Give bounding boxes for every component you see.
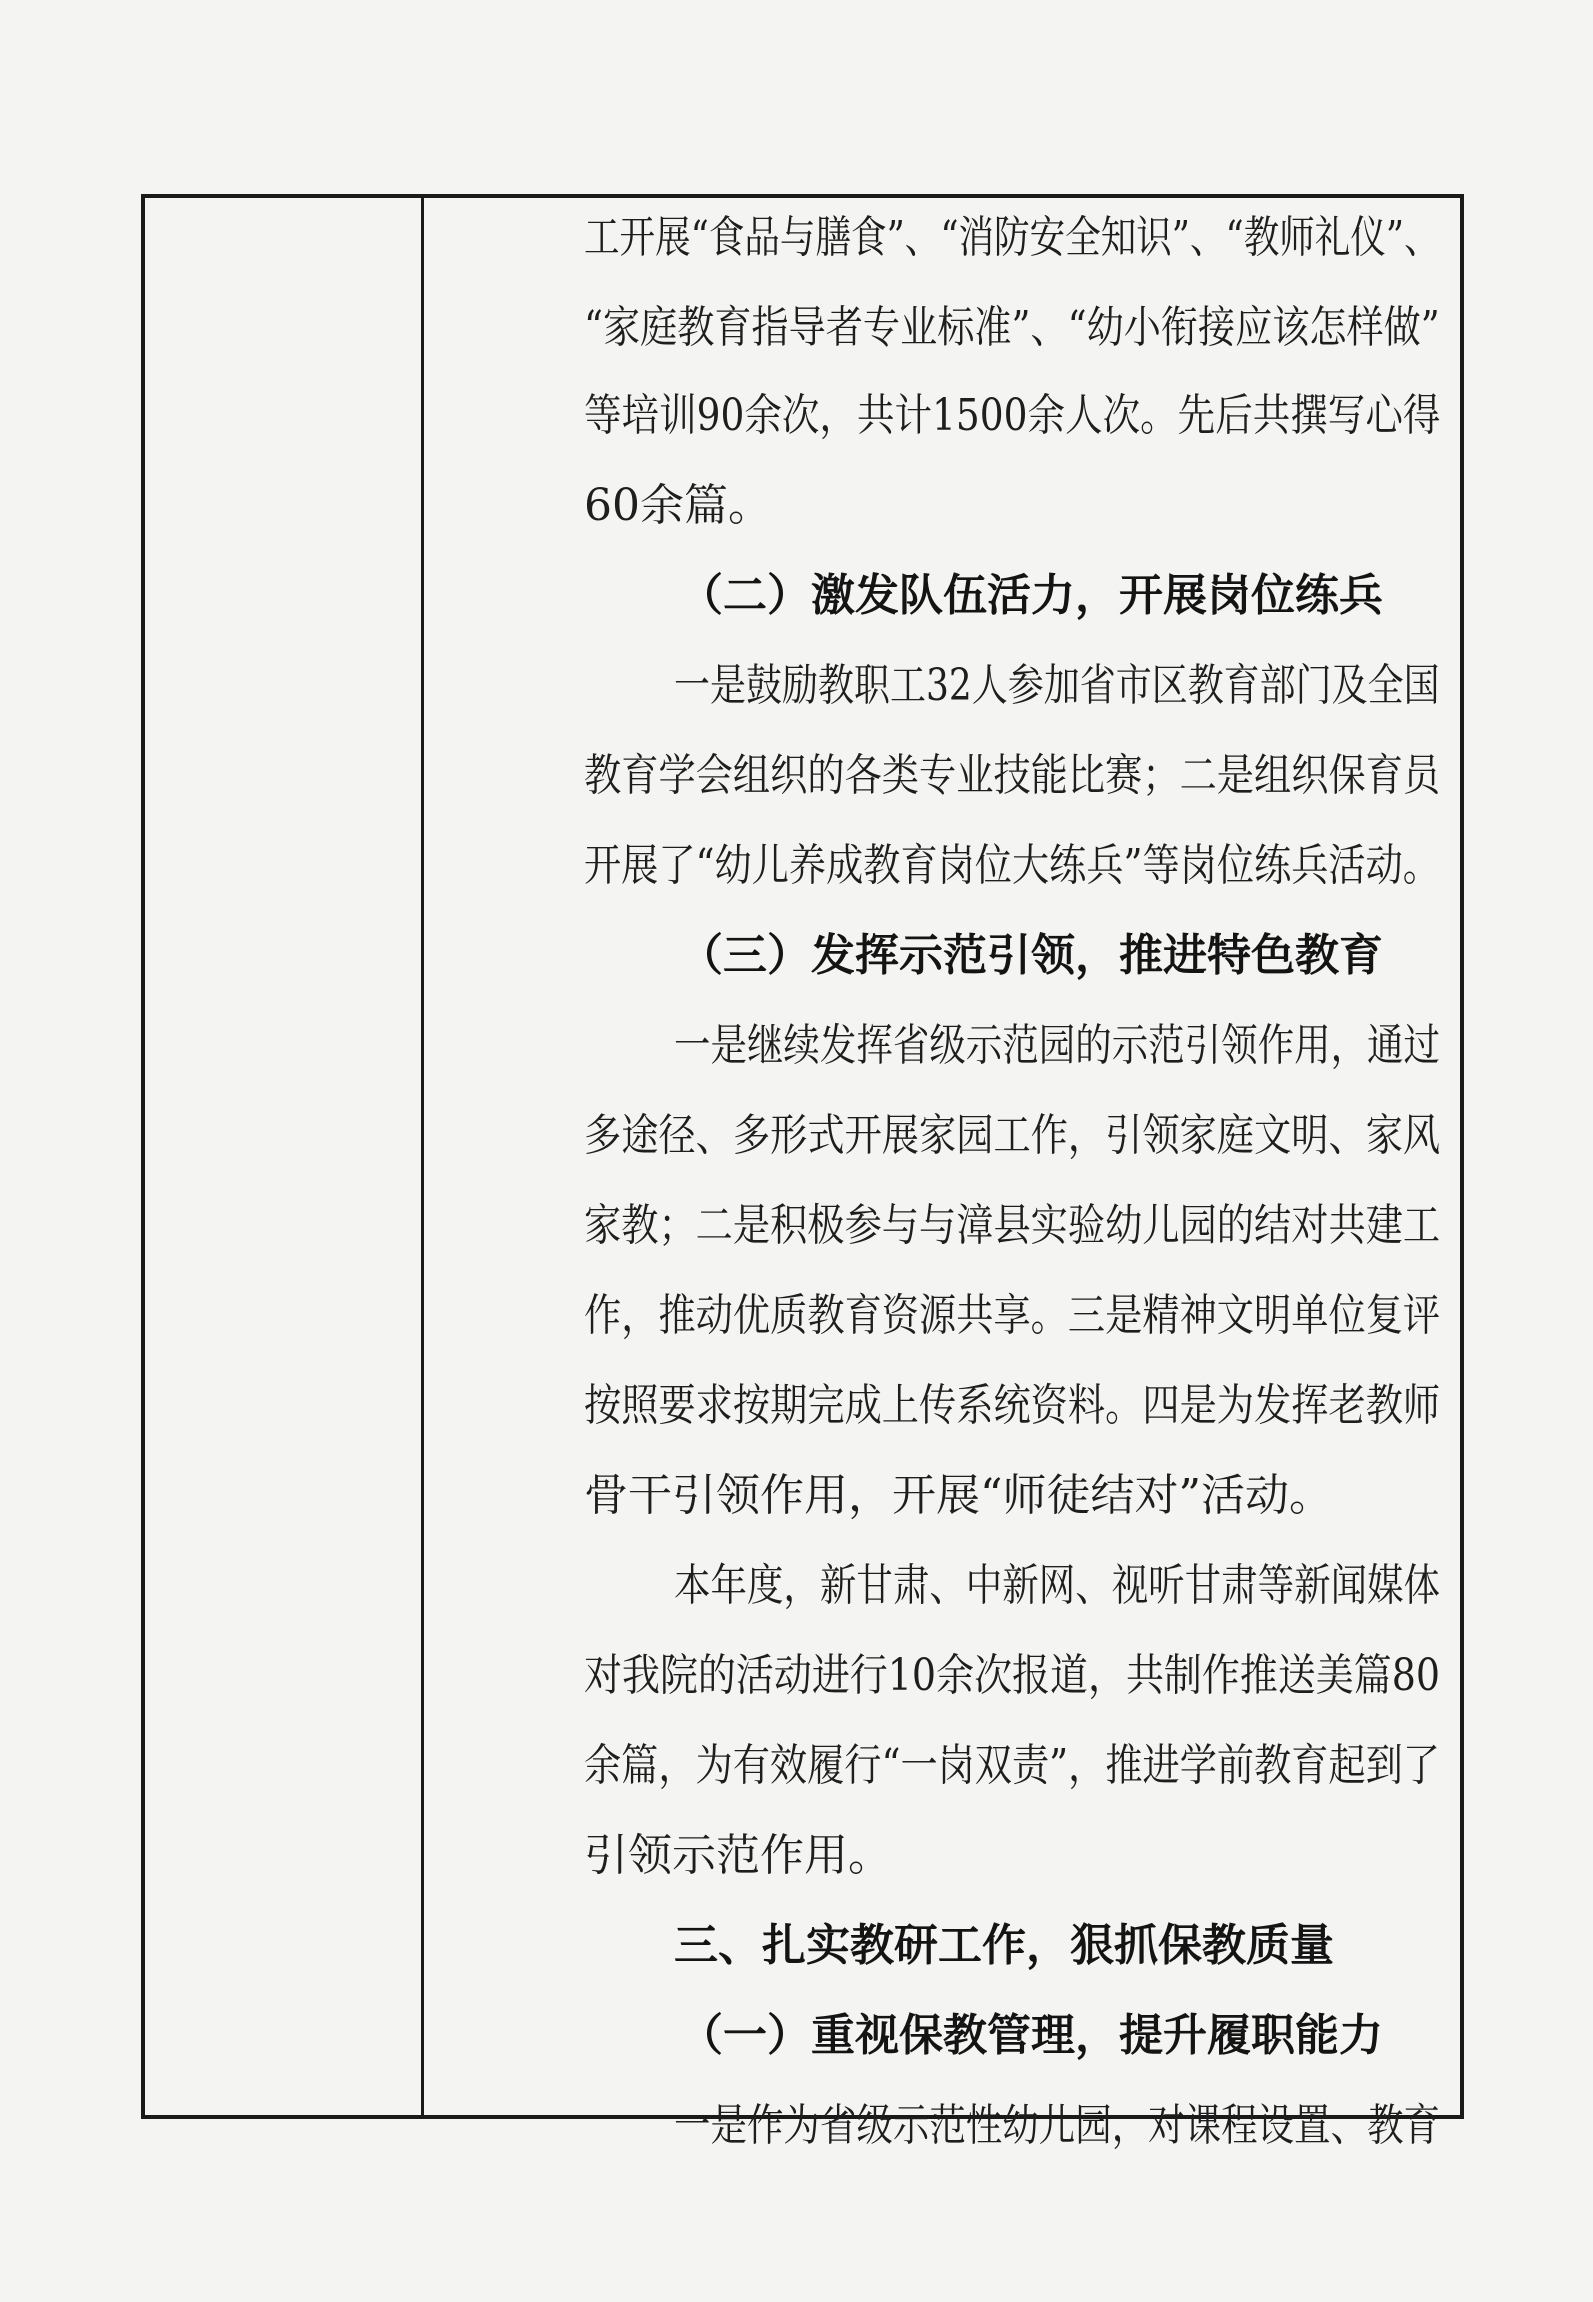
body-text-line: “家庭教育指导者专业标准”、“幼小衔接应该怎样做” <box>584 302 1440 353</box>
body-text-line: 对我院的活动进行10余次报道，共制作推送美篇80 <box>584 1650 1441 1701</box>
body-text-line: 教育学会组织的各类专业技能比赛；二是组织保育员 <box>584 750 1441 801</box>
section-heading: （二）激发队伍活力，开展岗位练兵 <box>679 570 1383 621</box>
body-text-line: 引领示范作用。 <box>584 1830 892 1881</box>
label-column-cell <box>145 198 421 2115</box>
body-text-line: 本年度，新甘肃、中新网、视听甘肃等新闻媒体 <box>674 1560 1440 1611</box>
body-text-line: 工开展“食品与膳食”、“消防安全知识”、“教师礼仪”、 <box>584 212 1440 263</box>
body-text-line: 作，推动优质教育资源共享。三是精神文明单位复评 <box>584 1290 1441 1341</box>
section-heading: （三）发挥示范引领，推进特色教育 <box>679 930 1383 981</box>
body-text-line: 骨干引领作用，开展“师徒结对”活动。 <box>584 1470 1333 1521</box>
body-text-line: 按照要求按期完成上传系统资料。四是为发挥老教师 <box>584 1380 1441 1431</box>
body-text-line: 开展了“幼儿养成教育岗位大练兵”等岗位练兵活动。 <box>584 840 1440 891</box>
body-text-line: 家教；二是积极参与与漳县实验幼儿园的结对共建工 <box>584 1200 1441 1251</box>
section-heading: （一）重视保教管理，提升履职能力 <box>679 2010 1383 2061</box>
body-text-line: 一是继续发挥省级示范园的示范引领作用，通过 <box>674 1020 1440 1071</box>
content-column-cell <box>424 198 1460 2151</box>
body-text-line: 多途径、多形式开展家园工作，引领家庭文明、家风 <box>584 1110 1441 1161</box>
body-text-line: 一是作为省级示范性幼儿园，对课程设置、教育 <box>674 2100 1440 2151</box>
section-heading: 三、扎实教研工作，狠抓保教质量 <box>674 1920 1334 1971</box>
body-text-line: 一是鼓励教职工32人参加省市区教育部门及全国 <box>674 660 1440 711</box>
body-text-line: 余篇，为有效履行“一岗双责”，推进学前教育起到了 <box>584 1740 1440 1791</box>
body-text-line: 60余篇。 <box>584 480 772 531</box>
report-table <box>141 194 1464 2151</box>
body-text-line: 等培训90余次，共计1500余人次。先后共撰写心得 <box>584 390 1441 441</box>
